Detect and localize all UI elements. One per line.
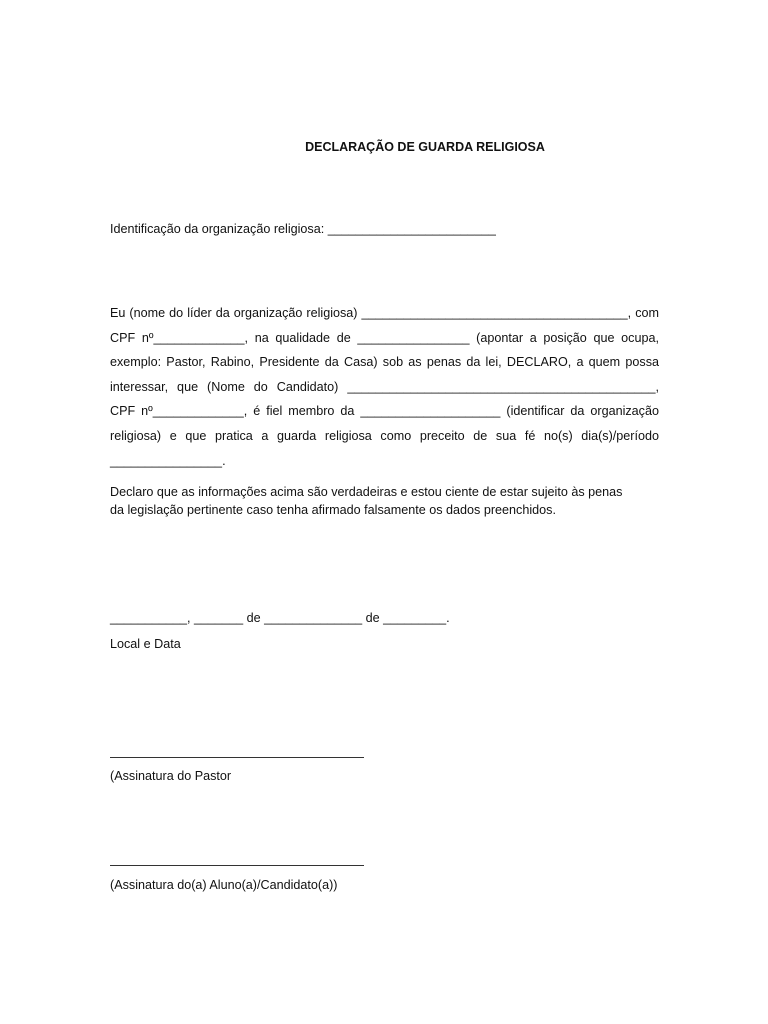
paragraph-line: Eu (nome do líder da organização religiosa) ______________________________________, com — [110, 306, 659, 320]
local-date-label: Local e Data — [110, 637, 181, 651]
paragraph-line: Declaro que as informações acima são verdadeiras e estou ciente de estar sujeito às penas — [110, 485, 623, 499]
paragraph-line: ________________. — [110, 453, 226, 468]
pastor-signature-line — [110, 757, 364, 758]
paragraph-line: CPF nº_____________, na qualidade de ________________ (apontar a posição que ocupa, — [110, 330, 659, 345]
pastor-signature-label: (Assinatura do Pastor — [110, 769, 232, 783]
candidate-signature-line — [110, 865, 364, 866]
paragraph-line: CPF nº_____________, é fiel membro da ____________________ (identificar da organização — [110, 404, 659, 419]
declaration-paragraph — [110, 301, 659, 473]
paragraph-line: interessar, que (Nome do Candidato) ____________________________________________, — [110, 379, 659, 394]
paragraph-line: exemplo: Pastor, Rabino, Presidente da Casa) sob as penas da lei, DECLARO, a quem possa — [110, 355, 659, 370]
candidate-signature-label: (Assinatura do(a) Aluno(a)/Candidato(a)) — [110, 878, 338, 892]
truth-statement-paragraph — [110, 484, 659, 519]
paragraph-line: da legislação pertinente caso tenha afirmado falsamente os dados preenchidos. — [110, 502, 556, 517]
org-identification: Identificação da organização religiosa: ________________________ — [110, 222, 496, 236]
date-blank-line: ___________, _______ de ______________ de _________. — [110, 611, 450, 625]
paragraph-line: religiosa) e que pratica a guarda religiosa como preceito de sua fé no(s) dia(s)/período — [110, 428, 659, 443]
document-title: DECLARAÇÃO DE GUARDA RELIGIOSA — [305, 140, 545, 154]
